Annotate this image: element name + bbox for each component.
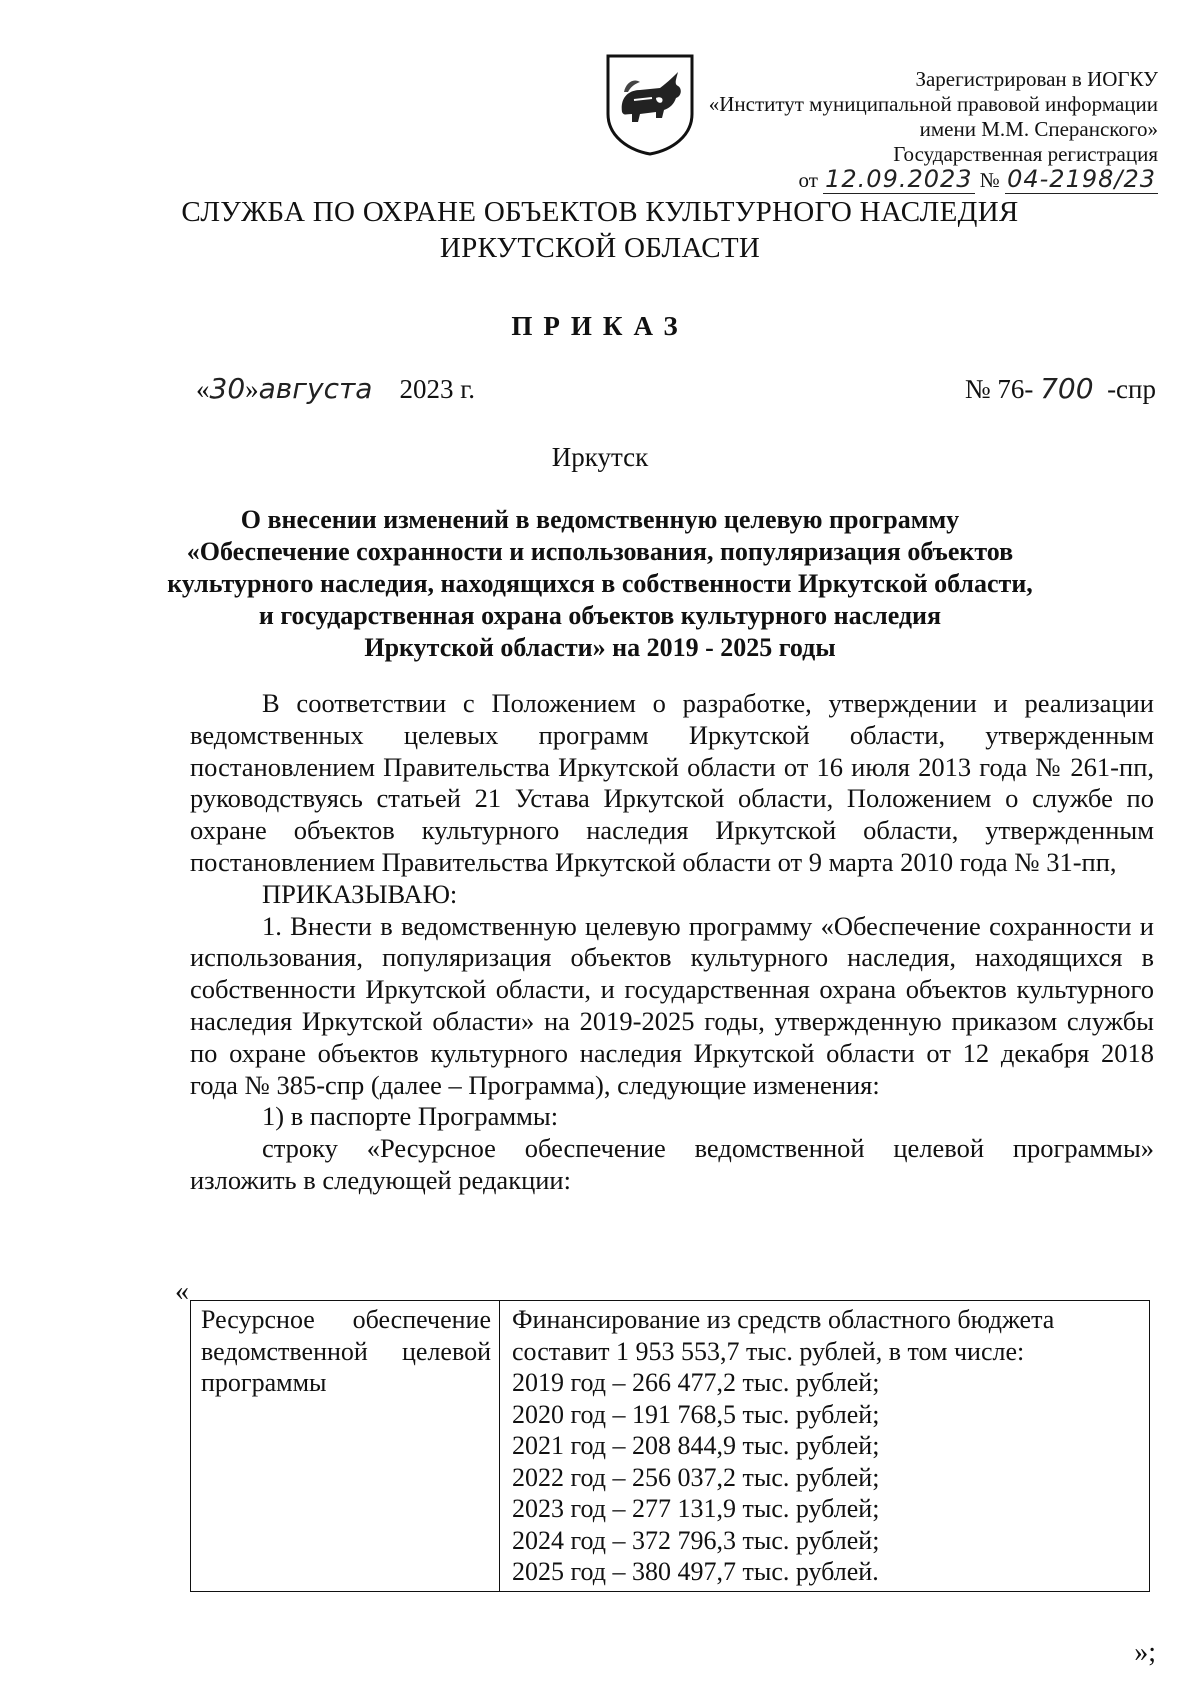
registration-stamp (638, 67, 1158, 193)
registration-number: 04-2198/23 (1007, 165, 1156, 193)
agency-name-line-1: СЛУЖБА ПО ОХРАНЕ ОБЪЕКТОВ КУЛЬТУРНОГО НАСЛЕДИЯ (181, 196, 1019, 228)
resource-label-cell: Ресурсное обеспечение ведомственной целевой программы (191, 1301, 500, 1592)
registration-line-2: «Институт муниципальной правовой информации (708, 92, 1158, 116)
item-1-paragraph: 1. Внести в ведомственную целевую программу «Обеспечение сохранности и использования, популяризация объектов культурного наследия, находящихся в собственности Иркутской области, и государственная охрана объектов культурного наследия Иркутской области» на 2019-2025 годы, утвержденную приказом службы по охране объектов культурного наследия Иркутской области от 12 декабря 2018 года № 385-спр (далее – Программа), следующие изменения: (190, 910, 1154, 1100)
order-number (965, 372, 1156, 405)
order-word: ПРИКАЗЫВАЮ: (262, 878, 458, 909)
resource-line: составит 1 953 553,7 тыс. рублей, в том числе: (512, 1336, 1025, 1366)
table-close-quote: »; (1134, 1637, 1156, 1668)
resource-table (190, 1300, 1150, 1592)
order-title: ПРИКАЗ (511, 311, 689, 341)
resource-line: 2021 год – 208 844,9 тыс. рублей; (512, 1431, 880, 1460)
preamble-paragraph: В соответствии с Положением о разработке, утверждении и реализации ведомственных целевых программ Иркутской области, утвержденным постановлением Правительства Иркутской области от 16 июля 2013 года № 261-пп, руководствуясь статьей 21 Устава Иркутской области, Положением о службе по охране объектов культурного наследия Иркутской области, утвержденным постановлением Правительства Иркутской области от 9 марта 2010 года № 31-пп, (190, 688, 1154, 877)
resource-line: Финансирование из средств областного бюджета (512, 1305, 1055, 1334)
resource-line: 2022 год – 256 037,2 тыс. рублей; (512, 1462, 880, 1492)
agency-name (0, 194, 1200, 266)
order-date-month: августа (258, 372, 373, 405)
subject-line-1: О внесении изменений в ведомственную целевую программу (240, 505, 960, 534)
resource-line: 2025 год – 380 497,7 тыс. рублей. (512, 1557, 879, 1586)
resource-line: 2020 год – 191 768,5 тыс. рублей; (512, 1399, 880, 1429)
table-open-quote: « (175, 1276, 189, 1307)
subject-line-5: Иркутской области» на 2019 - 2025 годы (364, 633, 836, 662)
resource-line: 2019 год – 266 477,2 тыс. рублей; (512, 1368, 880, 1397)
order-subject (160, 504, 1040, 664)
city: Иркутск (551, 442, 649, 472)
order-number-handwritten: 700 (1040, 372, 1094, 405)
order-date-close-quote: » (245, 374, 259, 404)
resource-line: 2023 год – 277 131,9 тыс. рублей; (512, 1494, 880, 1523)
resource-line: 2024 год – 372 796,3 тыс. рублей; (512, 1525, 880, 1555)
order-number-suffix: -спр (1107, 374, 1156, 404)
registration-date: 12.09.2023 (825, 165, 973, 193)
resource-values-cell (500, 1301, 1150, 1592)
table-row (191, 1301, 1150, 1592)
registration-line-1: Зарегистрирован в ИОГКУ (915, 67, 1158, 91)
order-number-prefix: № 76- (964, 374, 1034, 404)
agency-name-line-2: ИРКУТСКОЙ ОБЛАСТИ (439, 232, 761, 264)
subitem-1-paragraph: 1) в паспорте Программы: (262, 1101, 559, 1132)
order-date-year: 2023 г. (399, 374, 475, 404)
registration-number-prefix: № (979, 168, 1000, 192)
registration-line-4: Государственная регистрация (893, 142, 1158, 166)
subject-line-2: «Обеспечение сохранности и использования, популяризация объектов (186, 537, 1014, 566)
order-body (190, 688, 1154, 1197)
order-date (196, 372, 475, 405)
registration-line-3: имени М.М. Сперанского» (919, 117, 1158, 141)
registration-date-number (638, 167, 1158, 193)
registration-date-prefix: от (798, 168, 818, 192)
order-date-day: 30 (209, 372, 246, 405)
subject-line-3: культурного наследия, находящихся в собственности Иркутской области, (167, 569, 1033, 598)
subject-line-4: и государственная охрана объектов культурного наследия (258, 601, 942, 630)
order-date-open-quote: « (196, 374, 210, 404)
subitem-row-paragraph: строку «Ресурсное обеспечение ведомственной целевой программы» изложить в следующей редакции: (190, 1133, 1154, 1195)
